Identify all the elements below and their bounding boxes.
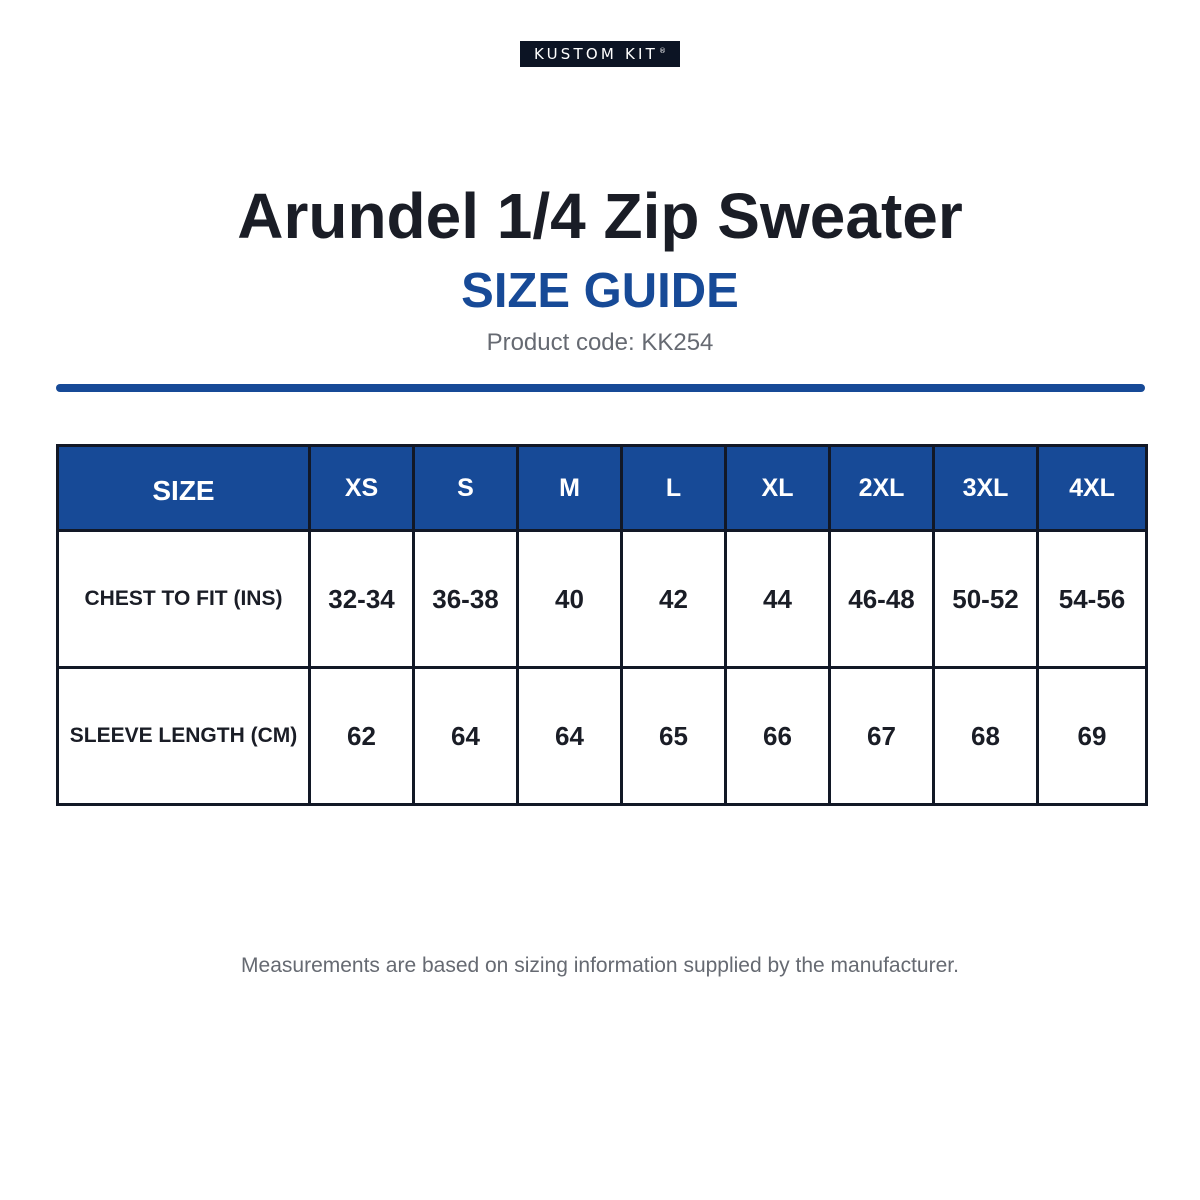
product-code: Product code: KK254 bbox=[486, 329, 714, 356]
table-cell: 44 bbox=[726, 531, 830, 668]
header-cell-2xl: 2XL bbox=[830, 446, 934, 531]
table-row-sleeve bbox=[58, 668, 1147, 805]
table-cell: 42 bbox=[622, 531, 726, 668]
table-cell: 32-34 bbox=[310, 531, 414, 668]
brand-logo bbox=[520, 41, 680, 67]
table-cell: 50-52 bbox=[934, 531, 1038, 668]
table-cell: 36-38 bbox=[414, 531, 518, 668]
page-title: Arundel 1/4 Zip Sweater bbox=[237, 180, 963, 252]
header-cell-xs: XS bbox=[310, 446, 414, 531]
table-cell: 46-48 bbox=[830, 531, 934, 668]
table-cell: 69 bbox=[1038, 668, 1147, 805]
header-cell-size: SIZE bbox=[58, 446, 310, 531]
size-table bbox=[56, 444, 1148, 806]
header-cell-4xl: 4XL bbox=[1038, 446, 1147, 531]
header-cell-m: M bbox=[518, 446, 622, 531]
table-cell: 64 bbox=[414, 668, 518, 805]
table-cell: 54-56 bbox=[1038, 531, 1147, 668]
table-cell: 62 bbox=[310, 668, 414, 805]
table-cell: 40 bbox=[518, 531, 622, 668]
footer-note: Measurements are based on sizing information supplied by the manufacturer. bbox=[241, 954, 959, 977]
table-cell: 64 bbox=[518, 668, 622, 805]
header-cell-3xl: 3XL bbox=[934, 446, 1038, 531]
table-cell: 67 bbox=[830, 668, 934, 805]
brand-logo-text: KUSTOM KIT® bbox=[533, 44, 667, 63]
table-cell: 68 bbox=[934, 668, 1038, 805]
header-cell-xl: XL bbox=[726, 446, 830, 531]
table-cell: 66 bbox=[726, 668, 830, 805]
row-label-sleeve: SLEEVE LENGTH (CM) bbox=[58, 668, 310, 805]
row-label-chest: CHEST TO FIT (INS) bbox=[58, 531, 310, 668]
size-header-row bbox=[58, 446, 1147, 531]
page-subtitle: SIZE GUIDE bbox=[461, 264, 739, 318]
divider-rule bbox=[56, 384, 1145, 392]
header-cell-s: S bbox=[414, 446, 518, 531]
header-cell-l: L bbox=[622, 446, 726, 531]
table-cell: 65 bbox=[622, 668, 726, 805]
table-row-chest bbox=[58, 531, 1147, 668]
